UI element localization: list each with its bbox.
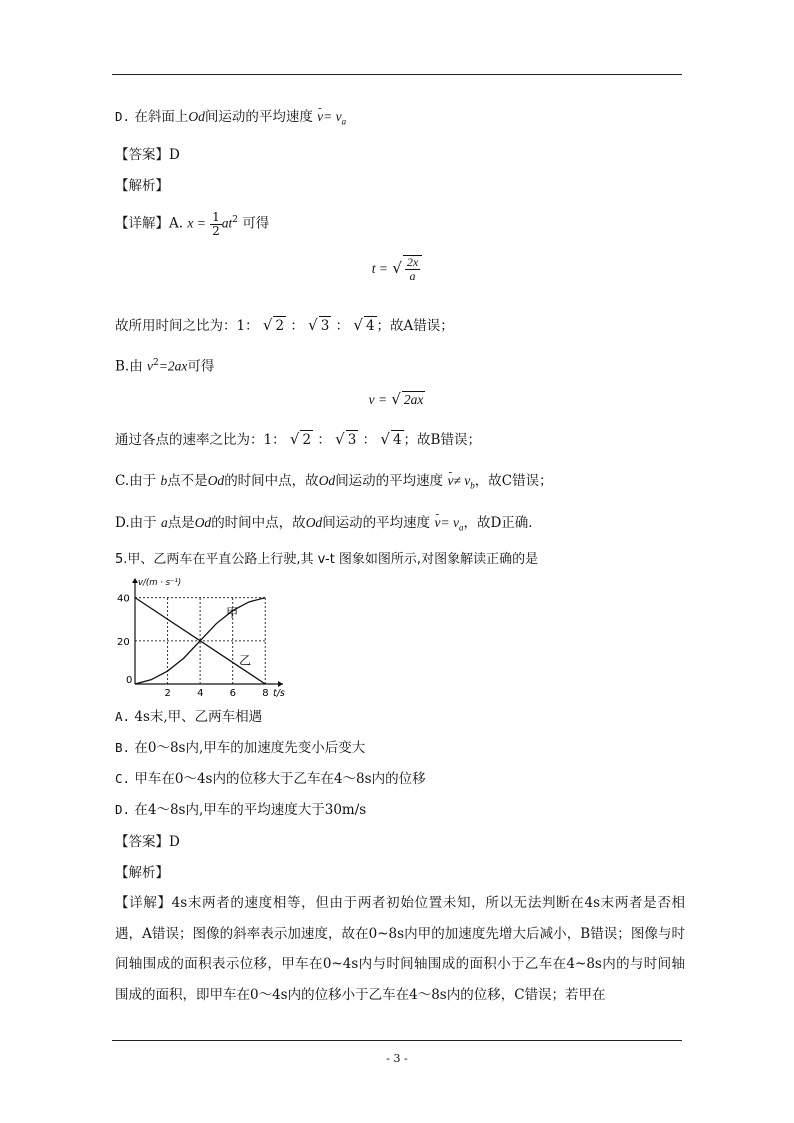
- top-rule: [112, 74, 682, 75]
- x-axis-label: t/s: [273, 688, 285, 699]
- prev-option-d: D. 在斜面上Od间运动的平均速度 - $v= v_a$: [115, 108, 346, 131]
- formula-v: v = √ 2ax: [368, 390, 424, 408]
- option-c: C. 甲车在0～4s内的位移大于乙车在4～8s内的位移: [115, 771, 426, 787]
- series-label-jia: 甲: [226, 606, 239, 621]
- line-b: B.由 $v^2=2ax$可得: [115, 358, 215, 375]
- fraction-half: $\frac{1}{2}$: [212, 209, 220, 238]
- x-tick-4: 4: [197, 688, 204, 699]
- option-a: A. 4s末,甲、乙两车相遇: [115, 709, 263, 725]
- option-b: B. 在0～8s内,甲车的加速度先变小后变大: [115, 740, 366, 756]
- line-c: C.由于 b点不是Od的时间中点，故Od间运动的平均速度 - $v\ne v_b$，故C错误；: [115, 472, 553, 495]
- analysis-2: 【解析】: [115, 865, 169, 881]
- y-tick-40: 40: [117, 593, 130, 605]
- time-ratio: 故所用时间之比为：1： √ 2 ： √ 3 ： √ 4 ；故A错误；: [115, 316, 454, 334]
- option-d: D. 在4～8s内,甲车的平均速度大于30m/s: [115, 802, 367, 818]
- y-tick-20: 20: [117, 636, 130, 648]
- x-tick-0: 0: [126, 675, 133, 686]
- line-d: D.由于 a点是Od的时间中点，故Od间运动的平均速度 - $v= v_a$，故D正确．: [115, 514, 542, 537]
- answer-1: 【答案】D: [115, 147, 180, 163]
- x-tick-2: 2: [164, 688, 171, 699]
- page-number: - 3 -: [386, 1052, 408, 1065]
- speed-ratio: 通过各点的速率之比为：1： √ 2 ： √ 3 ： √ 4 ；故B错误；: [115, 430, 481, 448]
- vt-chart: [115, 574, 290, 699]
- x-tick-8: 8: [262, 688, 269, 699]
- y-axis-label: v/(m · s⁻¹): [138, 578, 182, 588]
- series-label-yi: 乙: [239, 653, 252, 668]
- analysis-1: 【解析】: [115, 178, 169, 194]
- formula-t: t = √ $\frac{2x}{a}$: [0, 255, 794, 283]
- x-axis-arrow: [278, 681, 283, 687]
- question-5: 5.甲、乙两车在平直公路上行驶,其 v-t 图象如图所示,对图象解读正确的是: [115, 552, 539, 567]
- detail-1: 【详解】A. x = $\frac{1}{2}$ $at^2$ 可得: [115, 209, 270, 238]
- answer-2: 【答案】D: [115, 834, 180, 850]
- detail-2: 【详解】4s末两者的速度相等，但由于两者初始位置未知，所以无法判断在4s末两者是否相遇，A错误；图像的斜率表示加速度，故在0~8s内甲的加速度先增大后减小，B错误；图像与时间轴围成的面积表示位移，甲车在0~4s内与时间轴围成的面积小于乙车在4~8s内的与时间轴围成的面积，即甲车在0～4s内的位移小于乙车在4～8s内的位移，C错误；若甲在: [115, 895, 685, 1003]
- bottom-rule: [112, 1040, 682, 1041]
- x-tick-6: 6: [229, 688, 237, 699]
